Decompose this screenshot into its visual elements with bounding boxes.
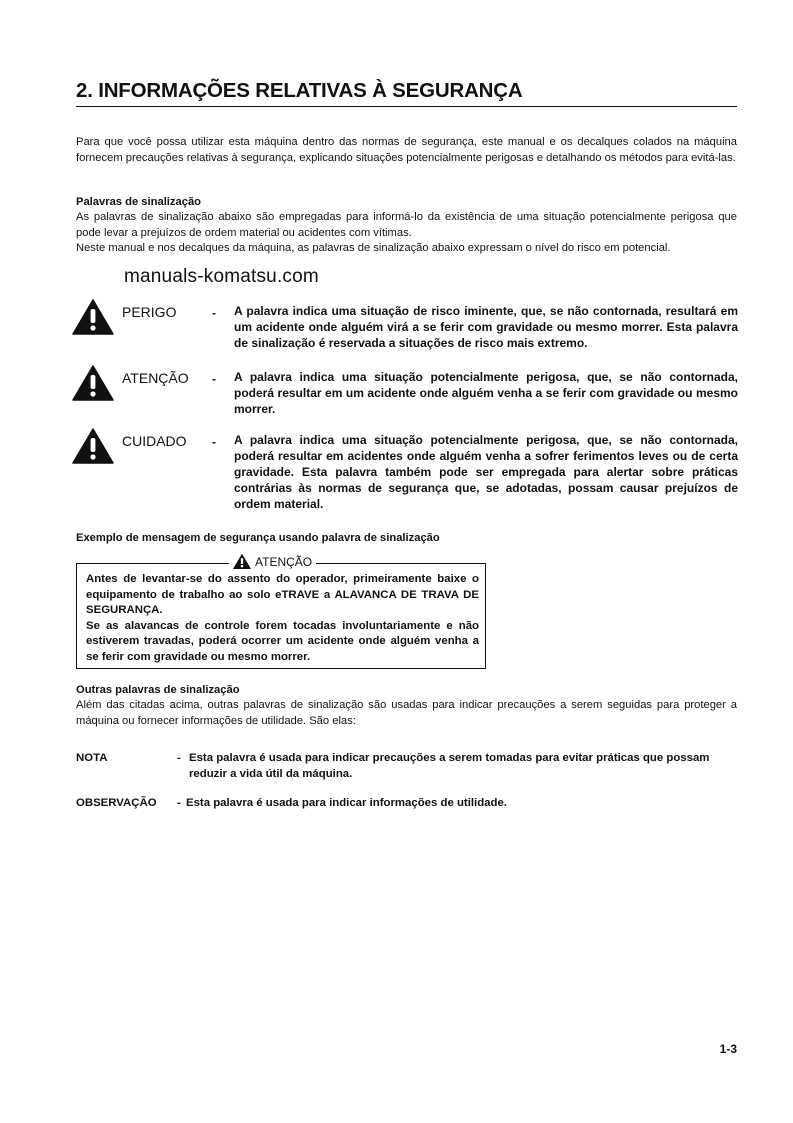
other-words-paragraph: Além das citadas acima, outras palavras de sinalização são usadas para indicar precauções a serem seguidas para proteger a máquina ou fornecer informações de utilidade. São elas:: [76, 699, 737, 727]
warning-triangle-icon: [72, 365, 114, 401]
signal-words-paragraph-1: As palavras de sinalização abaixo são empregadas para informá-lo da existência de uma situação potencialmente perigosa que pode levar a prejuízos de ordem material ou acidentes com vítimas.: [76, 211, 737, 239]
signal-words-title: Palavras de sinalização: [76, 196, 202, 208]
warning-triangle-icon: [72, 428, 114, 464]
box-header: [229, 554, 316, 569]
box-paragraph-2: Se as alavancas de controle forem tocadas involuntariamente e não estiverem travadas, poderá ocorrer um acidente onde alguém venha a se ferir com gravidade ou mesmo morrer.: [86, 619, 479, 663]
term-observacao: OBSERVAÇÃO: [76, 797, 157, 809]
warning-triangle-icon: [233, 554, 251, 569]
signal-label: ATENÇÃO: [122, 370, 189, 386]
box-text: [86, 572, 479, 665]
signal-dash: -: [212, 435, 216, 449]
term-definition: Esta palavra é usada para indicar informações de utilidade.: [186, 797, 507, 809]
example-message-box: [76, 554, 486, 669]
term-definition: Esta palavra é usada para indicar precauções a serem tomadas para evitar práticas que possam reduzir a vida útil da máquina.: [189, 752, 710, 780]
warning-triangle-icon: [72, 299, 114, 335]
signal-description: A palavra indica uma situação de risco iminente, que, se não contornada, resultará em um acidente onde alguém virá a se ferir com gravidade ou mesmo morrer. Esta palavra de sinalização é reservada a situações de risco mais extremo.: [234, 304, 738, 350]
box-paragraph-1: Antes de levantar-se do assento do operador, primeiramente baixe o equipamento de trabalho ao solo eTRAVE a ALAVANCA DE TRAVA DE SEGURANÇA.: [86, 573, 479, 616]
term-nota: NOTA: [76, 752, 108, 764]
signal-row-cuidado: [72, 428, 738, 511]
page-title: 2. INFORMAÇÕES RELATIVAS À SEGURANÇA: [76, 78, 737, 107]
other-words-title: Outras palavras de sinalização: [76, 684, 240, 696]
page-number: 1-3: [719, 1042, 737, 1056]
signal-dash: -: [212, 306, 216, 320]
watermark: manuals-komatsu.com: [124, 266, 319, 287]
signal-description: A palavra indica uma situação potencialmente perigosa, que, se não contornada, poderá resultar em um acidente onde alguém venha a se ferir com gravidade ou mesmo morrer.: [234, 370, 738, 416]
term-dash: -: [177, 797, 181, 809]
signal-words-paragraph-2: Neste manual e nos decalques da máquina, as palavras de sinalização abaixo expressam o nível do risco em potencial.: [76, 242, 671, 254]
signal-description: A palavra indica uma situação potencialmente perigosa, que, se não contornada, poderá resultar em acidentes onde alguém venha a sofrer ferimentos leves ou de certa gravidade. Esta palavra também pode ser empregada para alertar sobre práticas contrárias às normas de segurança que, se adotadas, possam causar prejuízos de ordem material.: [234, 433, 738, 511]
signal-dash: -: [212, 372, 216, 386]
signal-label: PERIGO: [122, 304, 177, 320]
box-header-label: ATENÇÃO: [255, 554, 313, 569]
intro-paragraph: Para que você possa utilizar esta máquina dentro das normas de segurança, este manual e os decalques colados na máquina fornecem precauções relativas à segurança, explicando situações potencialmente perigosas e detalhando os métodos para evitá-las.: [76, 136, 737, 164]
example-title: Exemplo de mensagem de segurança usando palavra de sinalização: [76, 532, 440, 544]
signal-label: CUIDADO: [122, 433, 187, 449]
term-dash: -: [177, 752, 181, 764]
